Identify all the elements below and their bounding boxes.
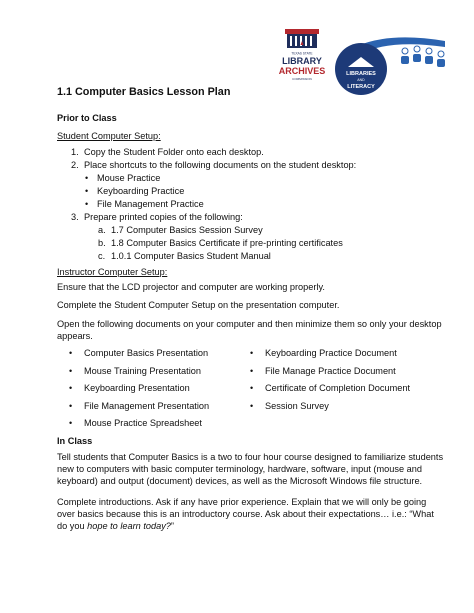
intro-text-plain: do you	[57, 521, 88, 531]
paragraph-intro-line3	[57, 521, 174, 533]
step-2-text: Place shortcuts to the following documents on the student desktop:	[84, 160, 357, 170]
step-3-text: Prepare printed copies of the following:	[84, 212, 243, 222]
bullet-icon: •	[250, 348, 254, 358]
bullet-icon: •	[69, 418, 73, 428]
print-item: 1.0.1 Computer Basics Student Manual	[111, 251, 271, 261]
bullet-icon: •	[69, 366, 73, 376]
bullet-icon: •	[69, 401, 73, 411]
paragraph-tell-line1: Tell students that Computer Basics is a two to four hour course designed to familiarize students	[57, 452, 444, 462]
step-1-text: Copy the Student Folder onto each desktop.	[84, 147, 264, 157]
bullet-icon: •	[85, 186, 89, 196]
step-2-number: 2.	[71, 160, 79, 170]
logo-commission-text: COMMISSION	[292, 77, 312, 81]
bullet-icon: •	[85, 173, 89, 183]
document-item: Certificate of Completion Document	[265, 383, 411, 393]
shortcut-item: Keyboarding Practice	[97, 186, 185, 196]
logo-and-text: AND	[357, 78, 365, 82]
document-item: Keyboarding Presentation	[84, 383, 190, 393]
step-3-number: 3.	[71, 212, 79, 222]
document-item: Computer Basics Presentation	[84, 348, 209, 358]
bullet-icon: •	[250, 383, 254, 393]
logo-small-text: TEXAS STATE	[291, 51, 313, 56]
document-item: Mouse Practice Spreadsheet	[84, 418, 202, 428]
paragraph-open-docs-line2: appears.	[57, 331, 93, 341]
library-archives-logo	[277, 27, 327, 89]
bullet-icon: •	[69, 348, 73, 358]
lesson-title: 1.1 Computer Basics Lesson Plan	[57, 86, 231, 98]
document-item: Mouse Training Presentation	[84, 366, 201, 376]
people-icons	[402, 46, 444, 57]
paragraph-intro-line1: Complete introductions. Ask if any have prior experience. Explain that we will only be going	[57, 497, 427, 507]
logo-archives-text: ARCHIVES	[278, 66, 326, 76]
print-item: 1.8 Computer Basics Certificate if pre-printing certificates	[111, 238, 343, 248]
sub-item-letter: a.	[98, 225, 106, 235]
logo-libraries-text: LIBRARIES	[346, 71, 376, 77]
logo-library-text: LIBRARY	[282, 56, 322, 66]
bullet-icon: •	[250, 366, 254, 376]
intro-text-italic: hope to learn today?	[87, 521, 171, 531]
paragraph-tell-line3: keyboard) and output (document) devices, as well as the Microsoft Windows file structure.	[57, 476, 423, 486]
paragraph-complete-setup: Complete the Student Computer Setup on the presentation computer.	[57, 300, 340, 310]
shortcut-item: File Management Practice	[97, 199, 204, 209]
paragraph-intro-line2: over basics because this is an introductory course. Ask about their expectations… i.e.: “What	[57, 509, 434, 519]
prior-to-class-heading: Prior to Class	[57, 113, 117, 123]
bullet-icon: •	[69, 383, 73, 393]
logo-literacy-text: LITERACY	[347, 84, 375, 90]
paragraph-tell-line2: new to computers with basic computer terminology, hardware, software, input (mouse and	[57, 464, 422, 474]
intro-text-quote: ”	[170, 521, 174, 531]
document-item: File Manage Practice Document	[265, 366, 396, 376]
sub-item-letter: b.	[98, 238, 106, 248]
libraries-literacy-logo	[333, 27, 451, 99]
bullet-icon: •	[250, 401, 254, 411]
sub-item-letter: c.	[98, 251, 106, 261]
document-item: Session Survey	[265, 401, 329, 411]
bullet-icon: •	[85, 199, 89, 209]
paragraph-open-docs-line1: Open the following documents on your computer and then minimize them so only your desktop	[57, 319, 442, 329]
document-item: File Management Presentation	[84, 401, 210, 411]
document-item: Keyboarding Practice Document	[265, 348, 397, 358]
step-1-number: 1.	[71, 147, 79, 157]
instructor-setup-heading: Instructor Computer Setup:	[57, 267, 168, 277]
in-class-heading: In Class	[57, 436, 93, 446]
paragraph-projector: Ensure that the LCD projector and computer are working properly.	[57, 282, 325, 292]
student-setup-heading: Student Computer Setup:	[57, 131, 161, 141]
print-item: 1.7 Computer Basics Session Survey	[111, 225, 263, 235]
shortcut-item: Mouse Practice	[97, 173, 161, 183]
logo-roof	[285, 29, 319, 34]
